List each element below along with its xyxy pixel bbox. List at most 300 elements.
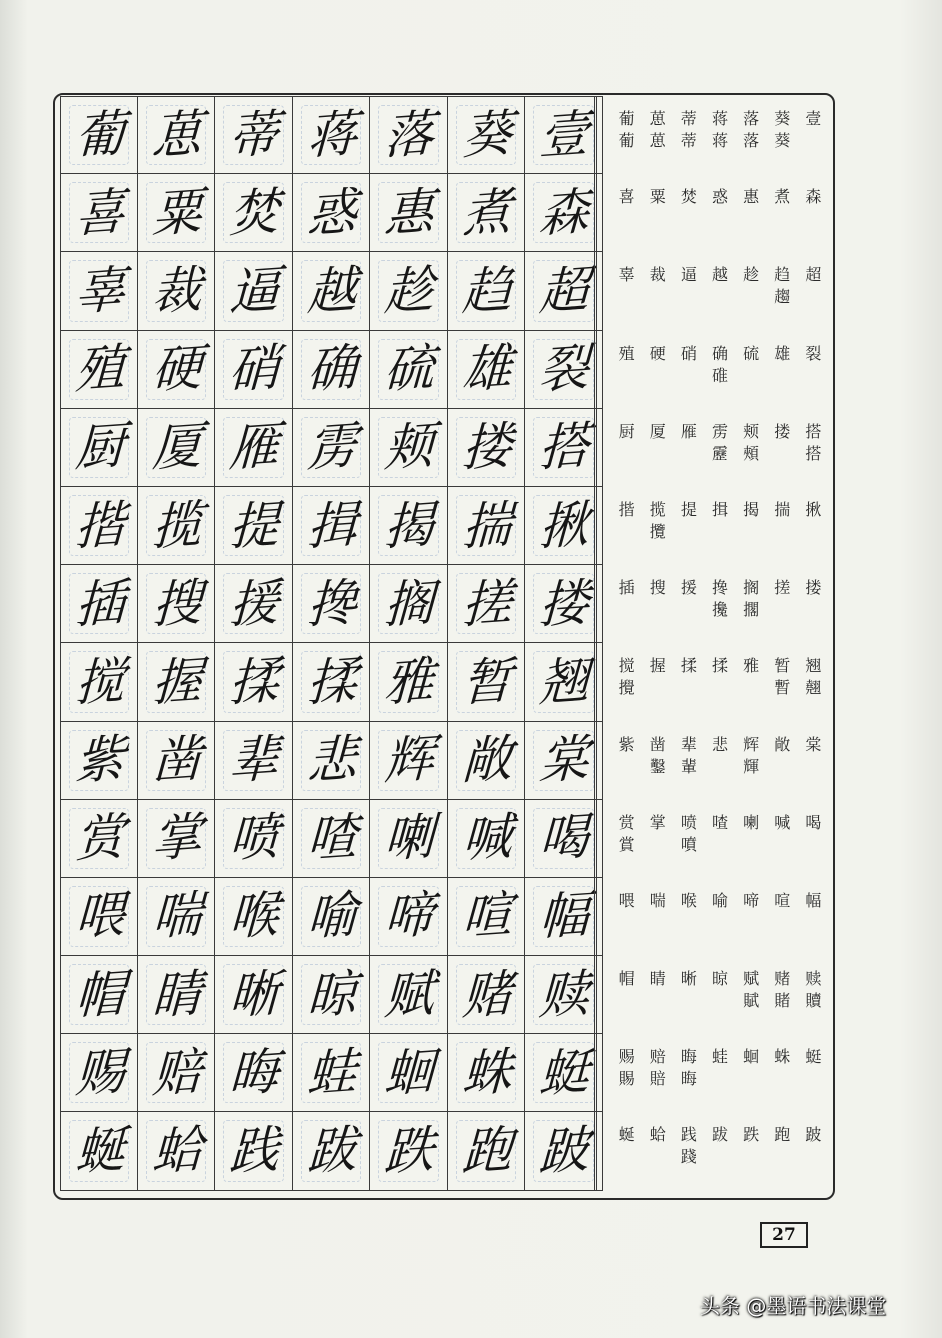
printed-character: 揉 — [711, 656, 728, 676]
practice-cell — [370, 722, 448, 800]
printed-character: 揭 — [743, 499, 760, 519]
reference-column — [673, 892, 704, 956]
printed-character: 逼 — [680, 265, 697, 285]
printed-character: 趨 — [774, 287, 791, 307]
practice-cell — [215, 96, 293, 174]
cursive-character: 蛔 — [383, 1042, 434, 1104]
reference-column — [704, 579, 735, 643]
cursive-character: 蒂 — [228, 104, 279, 166]
printed-character: 惠 — [743, 187, 760, 207]
reference-column — [642, 110, 673, 174]
reference-column — [736, 266, 767, 330]
reference-character-grid — [597, 96, 829, 1191]
practice-cell — [293, 1112, 371, 1190]
page-number: 27 — [760, 1222, 808, 1248]
printed-character: 硝 — [680, 343, 697, 363]
practice-cell — [525, 722, 603, 800]
printed-character: 蒂 — [680, 109, 697, 128]
reference-row — [597, 487, 829, 565]
printed-character: 喉 — [680, 890, 697, 910]
reference-row — [597, 1034, 829, 1112]
reference-column — [736, 892, 767, 956]
reference-column — [642, 266, 673, 330]
cursive-character: 揖 — [305, 494, 356, 557]
reference-column — [611, 1048, 642, 1112]
practice-cell — [138, 878, 216, 956]
practice-cell — [215, 252, 293, 330]
printed-character: 贖 — [805, 991, 822, 1011]
printed-character: 跋 — [711, 1125, 728, 1145]
practice-cell — [138, 1034, 216, 1112]
reference-column — [736, 501, 767, 565]
printed-character: 握 — [649, 656, 666, 676]
reference-column — [673, 110, 704, 174]
reference-column — [611, 266, 642, 330]
cursive-character: 棠 — [538, 729, 589, 791]
reference-row — [597, 565, 829, 643]
printed-character: 靂 — [711, 443, 728, 463]
printed-character: 赋 — [743, 969, 760, 989]
printed-character: 超 — [805, 265, 822, 285]
cursive-character: 喂 — [73, 885, 124, 948]
cursive-character: 提 — [228, 494, 279, 557]
reference-column — [798, 266, 829, 330]
printed-character: 辉 — [743, 734, 760, 754]
cursive-character: 雄 — [460, 338, 511, 400]
printed-character: 攪 — [618, 678, 635, 698]
printed-character: 踐 — [680, 1147, 697, 1167]
reference-column — [767, 266, 798, 330]
printed-character: 擱 — [743, 600, 760, 620]
reference-column — [611, 345, 642, 409]
cursive-character: 硫 — [383, 338, 434, 400]
practice-cell — [448, 565, 526, 643]
printed-character: 跛 — [805, 1125, 822, 1145]
reference-column — [736, 579, 767, 643]
printed-character: 喧 — [774, 890, 791, 910]
cursive-character: 揪 — [538, 494, 589, 557]
practice-cell — [370, 956, 448, 1034]
practice-cell — [138, 565, 216, 643]
practice-cell — [60, 878, 138, 956]
reference-column — [798, 110, 829, 174]
reference-column — [642, 1126, 673, 1190]
printed-character: 趋 — [774, 265, 791, 285]
practice-cell — [370, 174, 448, 252]
practice-cell — [215, 643, 293, 721]
reference-column — [642, 423, 673, 487]
practice-cell — [448, 1034, 526, 1112]
practice-cell — [370, 565, 448, 643]
reference-column — [704, 970, 735, 1034]
practice-cell — [60, 174, 138, 252]
printed-character: 悲 — [711, 734, 728, 754]
practice-cell — [215, 565, 293, 643]
practice-cell — [370, 800, 448, 878]
cursive-character: 喝 — [538, 807, 589, 870]
printed-character: 喘 — [649, 890, 666, 910]
cursive-character: 焚 — [228, 181, 279, 244]
reference-column — [704, 1126, 735, 1190]
practice-cell — [370, 96, 448, 174]
reference-column — [704, 736, 735, 800]
practice-cell — [448, 800, 526, 878]
printed-character: 喜 — [618, 187, 635, 207]
cursive-character: 啼 — [383, 885, 434, 948]
reference-column — [767, 110, 798, 174]
printed-character: 越 — [711, 265, 728, 285]
reference-column — [611, 423, 642, 487]
printed-character: 啼 — [743, 890, 760, 910]
printed-character: 紫 — [618, 734, 635, 754]
reference-column — [673, 1126, 704, 1190]
printed-character: 惑 — [711, 187, 728, 207]
cursive-character: 践 — [228, 1120, 279, 1182]
printed-character: 赎 — [805, 969, 822, 989]
practice-cell — [60, 1034, 138, 1112]
reference-column — [736, 423, 767, 487]
cursive-character: 蛙 — [305, 1042, 356, 1104]
cursive-character: 颊 — [383, 416, 434, 479]
printed-character: 輝 — [743, 756, 760, 776]
practice-cell — [60, 722, 138, 800]
cursive-character: 晦 — [228, 1042, 279, 1104]
printed-character: 攬 — [649, 521, 666, 541]
printed-character: 蒂 — [680, 131, 697, 150]
printed-character: 践 — [680, 1125, 697, 1145]
reference-column — [798, 892, 829, 956]
printed-character: 雄 — [774, 343, 791, 363]
printed-character: 敞 — [774, 734, 791, 754]
practice-cell — [448, 252, 526, 330]
reference-row — [597, 409, 829, 487]
cursive-character: 煮 — [460, 181, 511, 244]
cursive-character: 晾 — [305, 963, 356, 1026]
practice-cell — [370, 878, 448, 956]
printed-character: 喝 — [805, 812, 822, 832]
practice-cell — [60, 252, 138, 330]
practice-cell — [370, 331, 448, 409]
printed-character: 噴 — [680, 834, 697, 854]
practice-cell — [448, 174, 526, 252]
cursive-character: 跌 — [383, 1120, 434, 1182]
practice-cell — [215, 331, 293, 409]
printed-character: 翘 — [805, 656, 822, 676]
cursive-character: 暂 — [460, 651, 511, 713]
printed-character: 趁 — [743, 265, 760, 285]
cursive-character: 赋 — [383, 963, 434, 1026]
reference-column — [736, 188, 767, 252]
reference-column — [704, 110, 735, 174]
reference-column — [798, 970, 829, 1034]
reference-column — [704, 188, 735, 252]
cursive-character: 蜓 — [538, 1042, 589, 1104]
reference-row — [597, 174, 829, 252]
cursive-character: 跑 — [460, 1120, 511, 1182]
cursive-character: 帽 — [73, 963, 124, 1026]
cursive-character: 葵 — [460, 104, 511, 166]
cursive-character: 趁 — [383, 260, 434, 322]
reference-column — [736, 814, 767, 878]
printed-character: 插 — [618, 578, 635, 598]
printed-character: 蒋 — [711, 109, 728, 128]
cursive-character: 揉 — [228, 651, 279, 713]
printed-character: 辈 — [680, 734, 697, 754]
cursive-character: 裁 — [150, 260, 201, 322]
cursive-character: 握 — [150, 651, 201, 713]
reference-column — [736, 657, 767, 721]
reference-column — [767, 970, 798, 1034]
cursive-character: 赎 — [538, 963, 589, 1026]
cursive-character: 雁 — [228, 416, 279, 479]
cursive-character: 惠 — [383, 181, 434, 244]
practice-cell — [138, 487, 216, 565]
practice-cell — [138, 722, 216, 800]
cursive-character: 硝 — [228, 338, 279, 400]
printed-character: 搂 — [774, 421, 791, 441]
practice-cell — [215, 956, 293, 1034]
cursive-character: 喧 — [460, 885, 511, 948]
reference-column — [642, 814, 673, 878]
printed-character: 跑 — [774, 1125, 791, 1145]
reference-row — [597, 956, 829, 1034]
practice-cell — [138, 1112, 216, 1190]
cursive-character: 跋 — [305, 1120, 356, 1182]
printed-character: 搅 — [618, 656, 635, 676]
reference-column — [642, 501, 673, 565]
cursive-character: 掌 — [150, 807, 201, 870]
cursive-character: 惑 — [305, 181, 356, 244]
cursive-character: 搜 — [150, 572, 201, 635]
printed-character: 賠 — [649, 1069, 666, 1089]
reference-column — [798, 579, 829, 643]
reference-column — [673, 970, 704, 1034]
practice-cell — [138, 409, 216, 487]
reference-column — [767, 188, 798, 252]
practice-cell — [370, 643, 448, 721]
reference-row — [597, 331, 829, 409]
reference-column — [736, 110, 767, 174]
reference-column — [767, 423, 798, 487]
printed-character: 落 — [743, 109, 760, 128]
reference-row — [597, 722, 829, 800]
reference-row — [597, 96, 829, 174]
printed-character: 辜 — [618, 265, 635, 285]
reference-column — [767, 579, 798, 643]
reference-column — [611, 892, 642, 956]
practice-cell — [525, 1034, 603, 1112]
cursive-character: 插 — [73, 572, 124, 635]
cursive-character: 喊 — [460, 807, 511, 870]
reference-column — [642, 657, 673, 721]
practice-cell — [448, 878, 526, 956]
cursive-character: 厦 — [150, 416, 201, 479]
printed-character: 賞 — [618, 834, 635, 854]
practice-cell — [525, 878, 603, 956]
cursive-character: 厨 — [73, 416, 124, 479]
practice-cell — [60, 643, 138, 721]
cursive-character: 蛛 — [460, 1042, 511, 1104]
reference-column — [798, 423, 829, 487]
reference-column — [704, 1048, 735, 1112]
reference-column — [673, 188, 704, 252]
cursive-character: 搭 — [538, 416, 589, 479]
practice-cell — [525, 174, 603, 252]
reference-column — [767, 657, 798, 721]
calligraphy-practice-grid — [60, 96, 603, 1191]
cursive-character: 逼 — [228, 260, 279, 322]
practice-cell — [448, 1112, 526, 1190]
printed-character: 棠 — [805, 734, 822, 754]
cursive-character: 硬 — [150, 338, 201, 400]
practice-cell — [448, 409, 526, 487]
practice-cell — [215, 878, 293, 956]
reference-column — [611, 501, 642, 565]
printed-character: 赏 — [618, 812, 635, 832]
reference-column — [736, 1126, 767, 1190]
practice-cell — [60, 487, 138, 565]
printed-character: 赌 — [774, 969, 791, 989]
cursive-character: 敞 — [460, 729, 511, 791]
printed-character: 搭 — [805, 443, 822, 463]
printed-character: 鑿 — [649, 756, 666, 776]
cursive-character: 辈 — [228, 729, 279, 791]
practice-cell — [525, 252, 603, 330]
cursive-character: 蒋 — [305, 104, 356, 166]
reference-column — [767, 1126, 798, 1190]
practice-cell — [370, 1034, 448, 1112]
cursive-character: 搅 — [73, 651, 124, 713]
printed-character: 暫 — [774, 678, 791, 698]
reference-column — [736, 970, 767, 1034]
printed-character: 蛙 — [711, 1047, 728, 1067]
cursive-character: 雅 — [383, 651, 434, 713]
practice-cell — [60, 331, 138, 409]
reference-column — [704, 892, 735, 956]
practice-cell — [525, 1112, 603, 1190]
printed-character: 蛤 — [649, 1125, 666, 1145]
cursive-character: 喜 — [73, 181, 124, 244]
printed-character: 掌 — [649, 812, 666, 832]
cursive-character: 越 — [305, 260, 356, 322]
printed-character: 揖 — [711, 499, 728, 519]
cursive-character: 揽 — [150, 494, 201, 557]
practice-cell — [293, 643, 371, 721]
cursive-character: 喷 — [228, 807, 279, 870]
cursive-character: 葡 — [73, 104, 124, 166]
cursive-character: 跛 — [538, 1120, 589, 1182]
cursive-character: 悲 — [305, 729, 356, 791]
reference-column — [736, 1048, 767, 1112]
cursive-character: 葸 — [150, 104, 201, 166]
printed-character: 輩 — [680, 756, 697, 776]
cursive-character: 紫 — [73, 729, 124, 791]
printed-character: 赔 — [649, 1047, 666, 1067]
printed-character: 援 — [680, 578, 697, 598]
practice-cell — [138, 643, 216, 721]
cursive-character: 凿 — [150, 729, 201, 791]
cursive-character: 喘 — [150, 885, 201, 948]
reference-column — [767, 736, 798, 800]
reference-column — [611, 1126, 642, 1190]
cursive-character: 赏 — [73, 807, 124, 870]
printed-character: 粟 — [649, 187, 666, 207]
practice-cell — [370, 409, 448, 487]
printed-character: 雅 — [743, 656, 760, 676]
practice-cell — [138, 174, 216, 252]
reference-column — [704, 423, 735, 487]
printed-character: 攙 — [711, 600, 728, 620]
reference-column — [611, 579, 642, 643]
reference-column — [798, 814, 829, 878]
cursive-character: 喇 — [383, 807, 434, 870]
printed-character: 蜒 — [618, 1125, 635, 1145]
reference-column — [611, 970, 642, 1034]
cursive-character: 趋 — [460, 260, 511, 322]
printed-character: 碓 — [711, 365, 728, 385]
practice-cell — [215, 174, 293, 252]
printed-character: 葵 — [774, 131, 791, 150]
printed-character: 揣 — [774, 499, 791, 519]
reference-column — [673, 1048, 704, 1112]
printed-character: 喂 — [618, 890, 635, 910]
reference-column — [611, 736, 642, 800]
practice-cell — [138, 96, 216, 174]
cursive-character: 雳 — [305, 416, 356, 479]
practice-cell — [525, 409, 603, 487]
cursive-character: 援 — [228, 572, 279, 635]
reference-column — [642, 970, 673, 1034]
printed-character: 喇 — [743, 812, 760, 832]
printed-character: 厨 — [618, 421, 635, 441]
printed-character: 森 — [805, 187, 822, 207]
practice-cell — [293, 252, 371, 330]
reference-column — [767, 814, 798, 878]
cursive-character: 蜒 — [73, 1120, 124, 1182]
printed-character: 賜 — [618, 1069, 635, 1089]
printed-character: 厦 — [649, 421, 666, 441]
cursive-character: 搁 — [383, 572, 434, 635]
practice-cell — [448, 643, 526, 721]
cursive-character: 喻 — [305, 885, 356, 948]
practice-cell — [138, 800, 216, 878]
printed-character: 喊 — [774, 812, 791, 832]
reference-column — [736, 345, 767, 409]
practice-cell — [293, 1034, 371, 1112]
practice-cell — [215, 409, 293, 487]
cursive-character: 赐 — [73, 1042, 124, 1104]
printed-character: 跌 — [743, 1125, 760, 1145]
practice-cell — [448, 722, 526, 800]
practice-cell — [215, 722, 293, 800]
printed-character: 煮 — [774, 187, 791, 207]
printed-character: 暂 — [774, 656, 791, 676]
reference-column — [611, 110, 642, 174]
reference-column — [798, 501, 829, 565]
cursive-character: 睛 — [150, 963, 201, 1026]
cursive-character: 晰 — [228, 963, 279, 1026]
practice-cell — [293, 800, 371, 878]
cursive-character: 辉 — [383, 729, 434, 791]
printed-character: 晦 — [680, 1047, 697, 1067]
reference-column — [611, 814, 642, 878]
printed-character: 葸 — [649, 131, 666, 150]
printed-character: 搁 — [743, 578, 760, 598]
cursive-character: 赌 — [460, 963, 511, 1026]
printed-character: 賭 — [774, 991, 791, 1011]
practice-cell — [293, 174, 371, 252]
printed-character: 殖 — [618, 343, 635, 363]
